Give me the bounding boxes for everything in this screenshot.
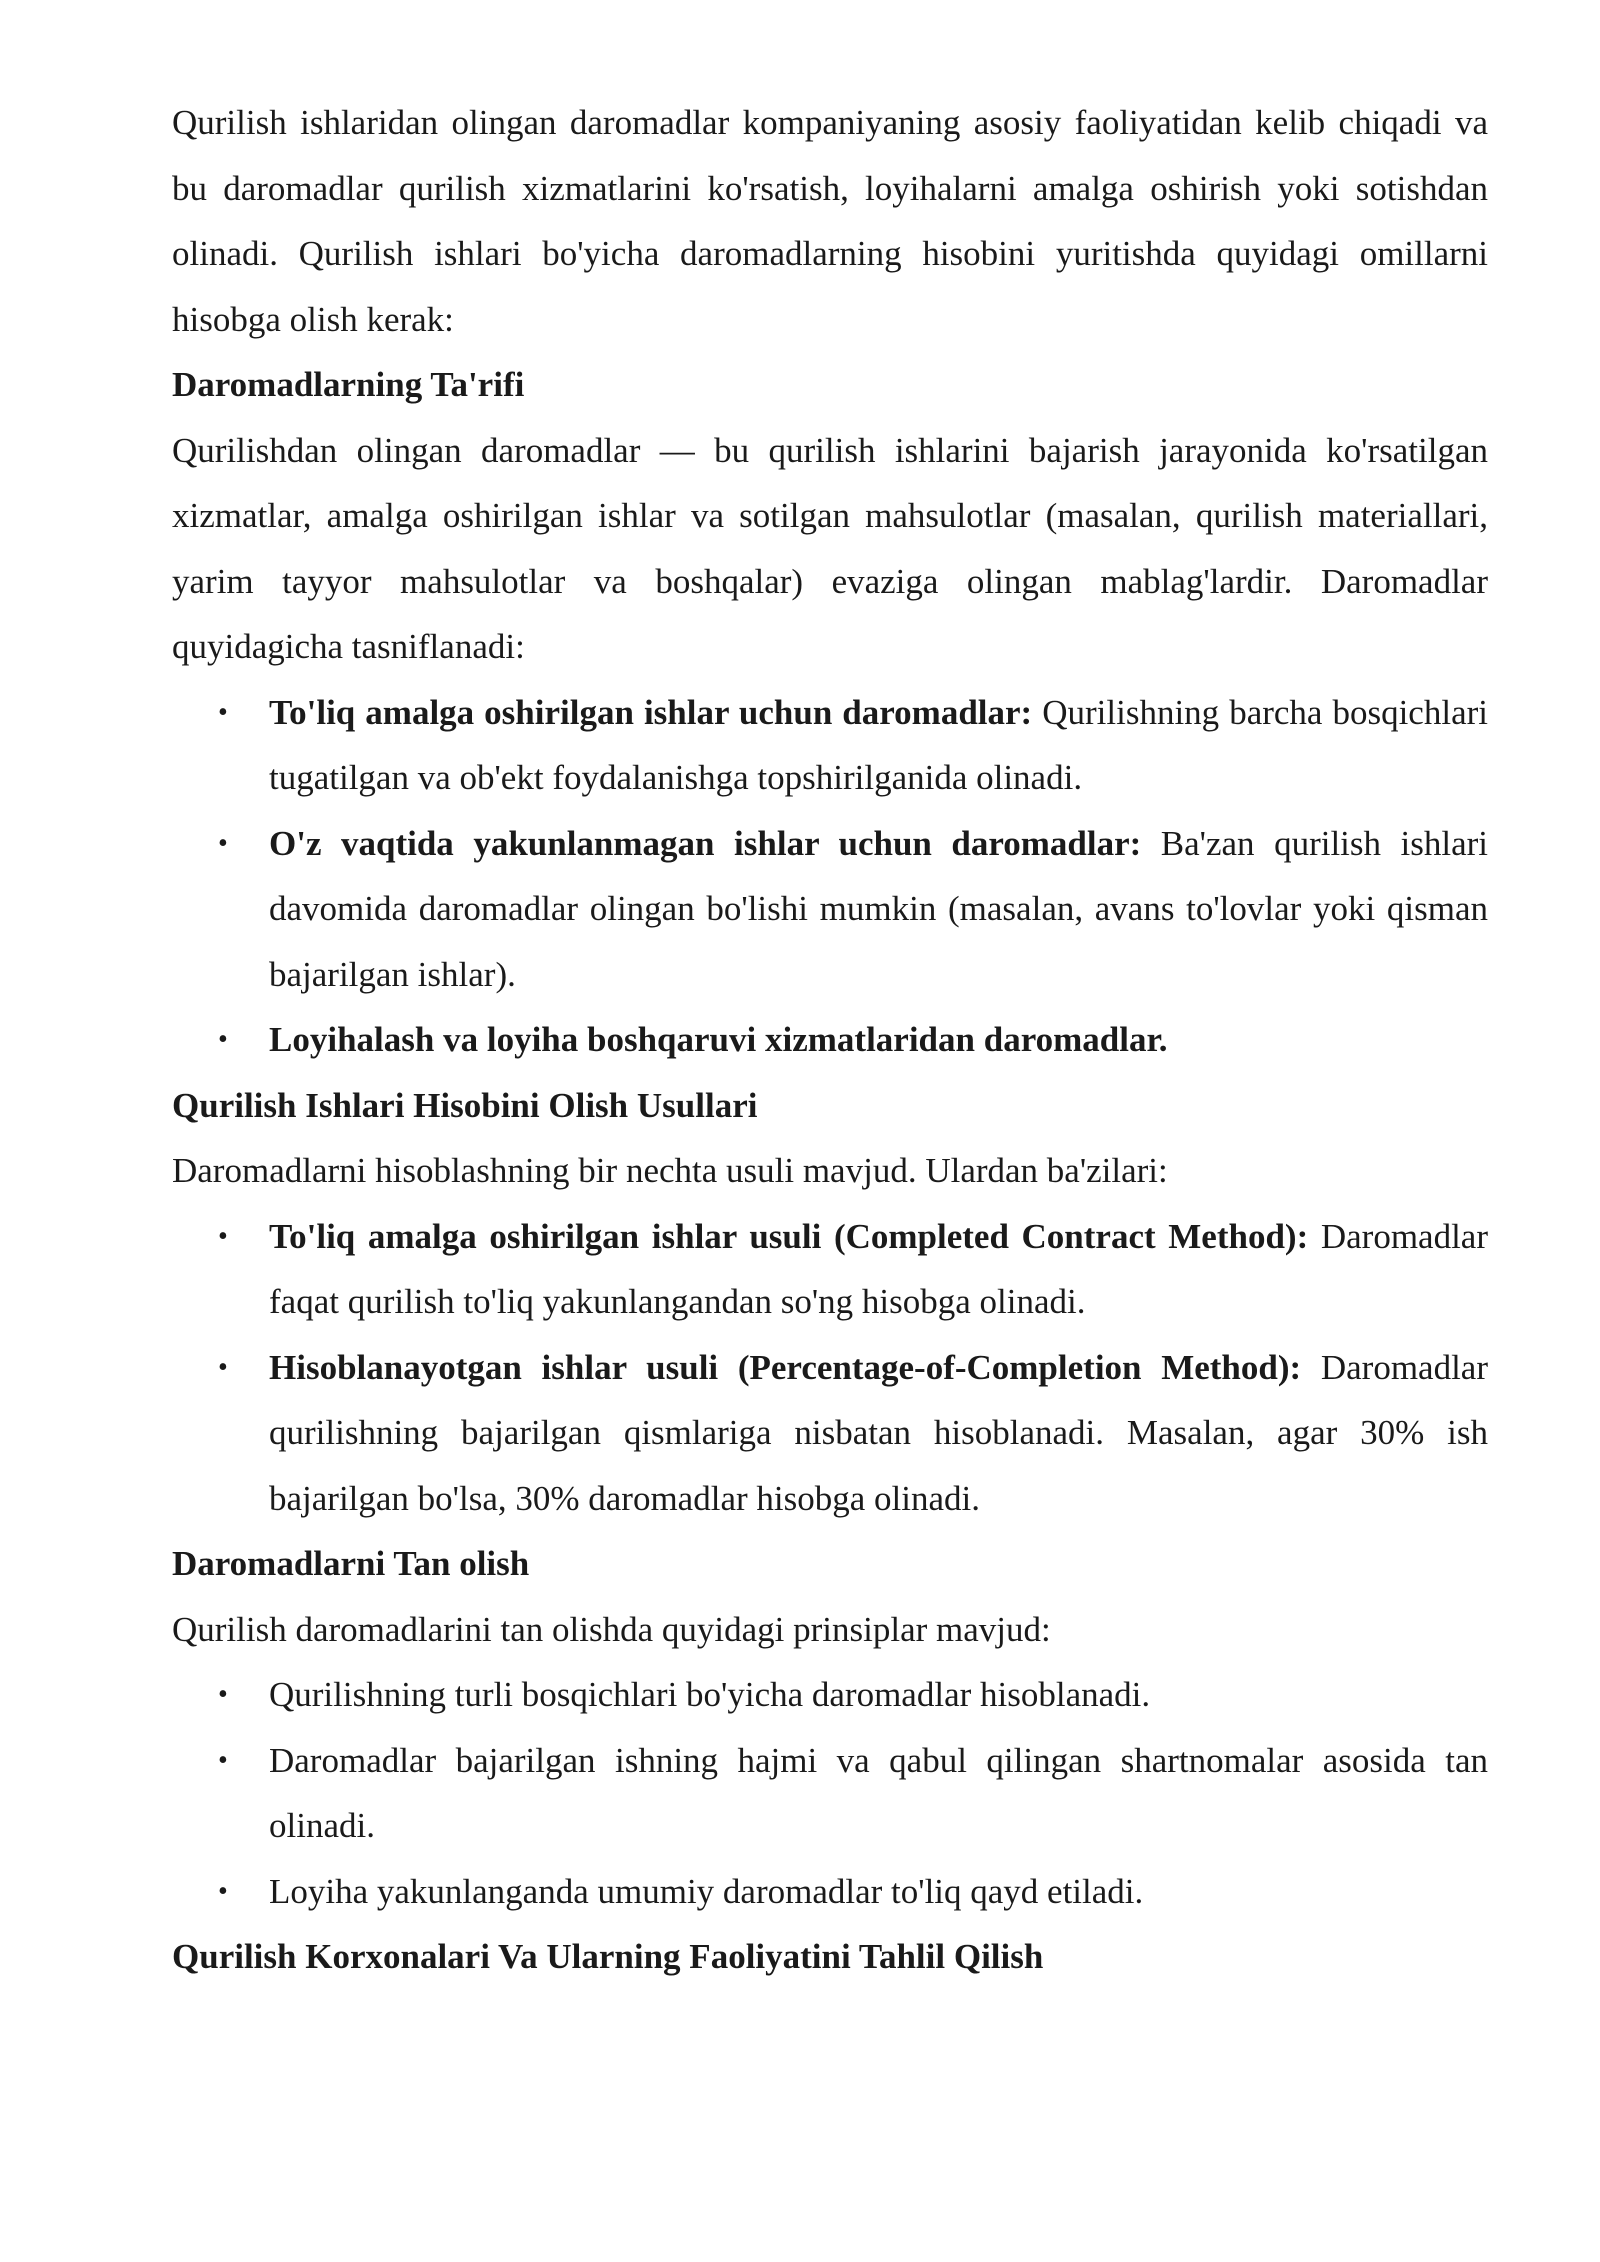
- section-heading-accounting-methods: Qurilish Ishlari Hisobini Olish Usullari: [172, 1085, 758, 1125]
- list-item-bold: To'liq amalga oshirilgan ishlar uchun daromadlar:: [269, 692, 1033, 732]
- list-item-text: Qurilishning turli bosqichlari bo'yicha daromadlar hisoblanadi.: [269, 1675, 1151, 1714]
- list-item-text: Loyiha yakunlanganda umumiy daromadlar to'liq qayd etiladi.: [269, 1871, 1144, 1911]
- list-item-bold: O'z vaqtida yakunlanmagan ishlar uchun daromadlar:: [269, 823, 1142, 863]
- list-item: [172, 1204, 1488, 1335]
- list-item: [172, 1335, 1488, 1532]
- section-heading-enterprise-analysis: Qurilish Korxonalari Va Ularning Faoliyatini Tahlil Qilish: [172, 1937, 1044, 1976]
- bullet-icon: •: [218, 1679, 228, 1710]
- list-item: [172, 1662, 1488, 1728]
- bullet-icon: •: [218, 1024, 228, 1055]
- list-item: [172, 1007, 1488, 1073]
- list-item: [172, 1728, 1488, 1859]
- bullet-icon: •: [218, 1875, 228, 1907]
- bullet-icon: •: [218, 1220, 228, 1252]
- list-item-text: Daromadlar faqat qurilish to'liq yakunlangandan so'ng hisobga olinadi.: [269, 1216, 1488, 1321]
- list-item: [172, 1859, 1488, 1925]
- methods-paragraph: Daromadlarni hisoblashning bir nechta usuli mavjud. Ulardan ba'zilari:: [172, 1151, 1168, 1190]
- bullet-icon: •: [218, 1744, 228, 1776]
- section-heading-definition: Daromadlarning Ta'rifi: [172, 365, 525, 404]
- list-item-bold: Loyihalash va loyiha boshqaruvi xizmatlaridan daromadlar.: [269, 1020, 1168, 1059]
- recognition-paragraph: Qurilish daromadlarini tan olishda quyidagi prinsiplar mavjud:: [172, 1609, 1051, 1649]
- bullet-icon: •: [218, 827, 228, 859]
- bullet-icon: •: [218, 696, 228, 728]
- intro-paragraph: Qurilish ishlaridan olingan daromadlar kompaniyaning asosiy faoliyatidan kelib chiqadi va bu daromadlar qurilish xizmatlarini ko'rsatish, loyihalarni amalga oshirish yoki sotishdan olinadi. Qurilish ishlari bo'yicha daromadlarning hisobini yuritishda quyidagi omillarni hisobga olish kerak:: [172, 103, 1488, 339]
- list-item: [172, 680, 1488, 811]
- list-item-text: Daromadlar bajarilgan ishning hajmi va qabul qilingan shartnomalar asosida tan olinadi.: [269, 1740, 1488, 1845]
- revenue-types-list: [172, 680, 1488, 1073]
- bullet-icon: •: [218, 1351, 228, 1383]
- methods-list: [172, 1204, 1488, 1532]
- list-item-text: Ba'zan qurilish ishlari davomida daromadlar olingan bo'lishi mumkin (masalan, avans to'lovlar yoki qisman bajarilgan ishlar).: [269, 823, 1489, 994]
- definition-paragraph: Qurilishdan olingan daromadlar — bu qurilish ishlarini bajarish jarayonida ko'rsatilgan xizmatlar, amalga oshirilgan ishlar va sotilgan mahsulotlar (masalan, qurilish materiallari, yarim tayyor mahsulotlar va boshqalar) evaziga olingan mablag'lardir. Daromadlar quyidagicha tasniflanadi:: [172, 430, 1488, 666]
- list-item-bold: To'liq amalga oshirilgan ishlar usuli (Completed Contract Method):: [269, 1216, 1309, 1256]
- list-item-bold: Hisoblanayotgan ishlar usuli (Percentage-of-Completion Method):: [269, 1347, 1302, 1387]
- document-page: [172, 90, 1488, 1990]
- list-item-text: Daromadlar qurilishning bajarilgan qismlariga nisbatan hisoblanadi. Masalan, agar 30% ish bajarilgan bo'lsa, 30% daromadlar hisobga olinadi.: [269, 1347, 1488, 1518]
- list-item: [172, 811, 1488, 1008]
- principles-list: [172, 1662, 1488, 1924]
- list-item-text: Qurilishning barcha bosqichlari tugatilgan va ob'ekt foydalanishga topshirilganida olinadi.: [269, 692, 1488, 797]
- section-heading-recognition: Daromadlarni Tan olish: [172, 1544, 530, 1583]
